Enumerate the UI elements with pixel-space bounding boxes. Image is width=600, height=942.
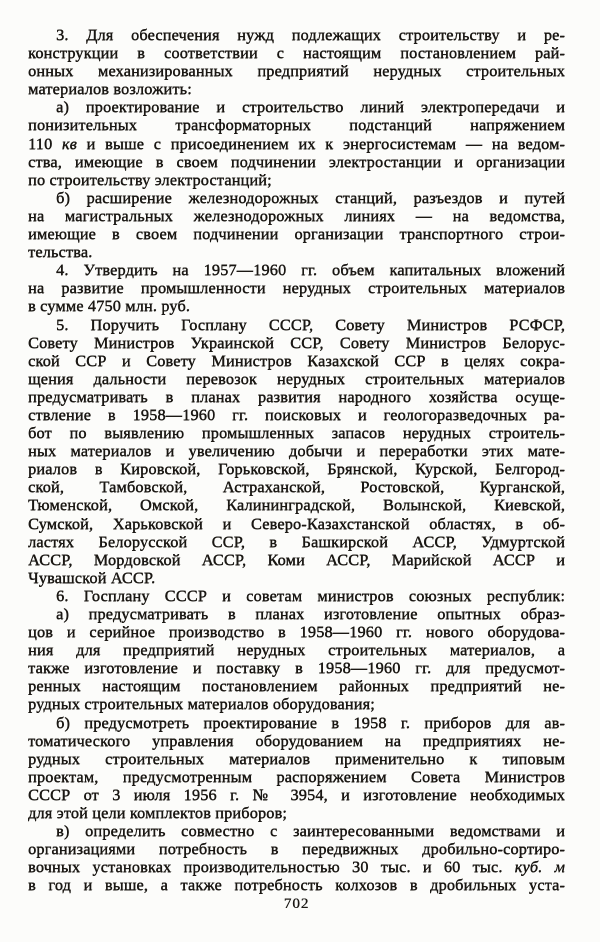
text-line: на магистральных железнодорожных линиях — на ведомства, [28, 205, 565, 225]
text-line: предусматривать в планах развития народного хозяйства осуще- [28, 386, 565, 406]
text-line: Чувашской АССР. [28, 567, 156, 587]
text-line: риалов в Кировской, Горьковской, Брянской, Курской, Белгород- [28, 459, 565, 479]
text-line: ской, Тамбовской, Астраханской, Ростовской, Курганской, [28, 477, 565, 497]
text-line: томатического управления оборудованием на предприятиях не- [28, 730, 565, 750]
text-line: б) расширение железнодорожных станций, разъездов и путей [56, 187, 565, 207]
text-line: 6. Госплану СССР и советам министров союзных республик: [56, 585, 565, 605]
text-line: ластях Белорусской ССР, в Башкирской АССР, Удмуртской [28, 531, 565, 551]
text-line: ствление в 1958—1960 гг. поисковых и геологоразведочных ра- [28, 404, 565, 424]
text-line: 5. Поручить Госплану СССР, Совету Министров РСФСР, [56, 314, 565, 334]
text-line: 110 кв и выше с присоединением их к энергосистемам — на ведом- [28, 133, 565, 153]
text-line: в) определить совместно с заинтересованными ведомствами и [56, 821, 565, 841]
text-line: б) предусмотреть проектирование в 1958 г. приборов для ав- [56, 712, 565, 732]
text-line: для этой цели комплектов приборов; [28, 803, 287, 823]
text-line: 3. Для обеспечения нужд подлежащих строительству и ре- [56, 25, 565, 44]
text-line: проектам, предусмотренным распоряжением Совета Министров [28, 766, 565, 786]
text-line: ния для предприятий нерудных строительных материалов, а [28, 640, 565, 660]
text-line: в сумме 4750 млн. руб. [28, 296, 191, 316]
text-line: СССР от 3 июля 1956 г. № 3954, и изготовление необходимых [28, 784, 565, 804]
text-line: 4. Утвердить на 1957—1960 гг. объем капитальных вложений [56, 260, 565, 280]
text-line: бот по выявлению промышленных запасов нерудных строитель- [28, 423, 565, 443]
text-line: цов и серийное производство в 1958—1960 гг. нового оборудова- [28, 622, 565, 642]
text-line: щения дальности перевозок нерудных строительных материалов [28, 368, 565, 388]
text-line: организациями потребность в передвижных дробильно-сортиро- [28, 839, 565, 859]
text-line: тельства. [28, 242, 93, 262]
text-line: понизительных трансформаторных подстанций напряжением [28, 115, 565, 135]
text-line: в год и выше, а также потребность колхозов в дробильных уста- [28, 875, 565, 895]
text-line: Тюменской, Омской, Калининградской, Волынской, Киевской, [28, 495, 565, 515]
text-line: АССР, Мордовской АССР, Коми АССР, Марийской АССР и [28, 549, 565, 569]
text-line: ства, имеющие в своем подчинении электростанции и организации [28, 151, 565, 171]
text-line: ных материалов и увеличению добычи и переработки этих мате- [28, 441, 565, 461]
page-number: 702 [283, 896, 310, 912]
text-line: также изготовление и поставку в 1958—1960 гг. для предусмот- [28, 658, 565, 678]
text-line: онных механизированных предприятий нерудных строительных [28, 61, 565, 81]
text-line: материалов возложить: [28, 79, 192, 99]
text-line: имеющие в своем подчинении организации транспортного строи- [28, 224, 565, 244]
text-line: на развитие промышленности нерудных строительных материалов [28, 278, 565, 298]
text-line: конструкции в соответствии с настоящим постановлением рай- [28, 43, 565, 63]
text-line: вочных установках производительностью 30 тыс. и 60 тыс. куб. м [28, 857, 565, 877]
text-line: а) проектирование и строительство линий электропередачи и [56, 97, 565, 117]
text-line: Совету Министров Украинской ССР, Совету Министров Белорус- [28, 332, 565, 352]
text-line: ренных настоящим постановлением районных предприятий не- [28, 676, 565, 696]
text-line: ской ССР и Совету Министров Казахской ССР в целях сокра- [28, 350, 565, 370]
text-line: а) предусматривать в планах изготовление опытных образ- [56, 604, 565, 623]
text-line: Сумской, Харьковской и Северо-Казахстанской областях, в об- [28, 513, 565, 533]
text-line: рудных строительных материалов оборудования; [28, 694, 375, 714]
text-line: рудных строительных материалов применительно к типовым [28, 748, 565, 768]
document-body [28, 26, 565, 895]
text-line: по строительству электростанций; [28, 169, 272, 189]
